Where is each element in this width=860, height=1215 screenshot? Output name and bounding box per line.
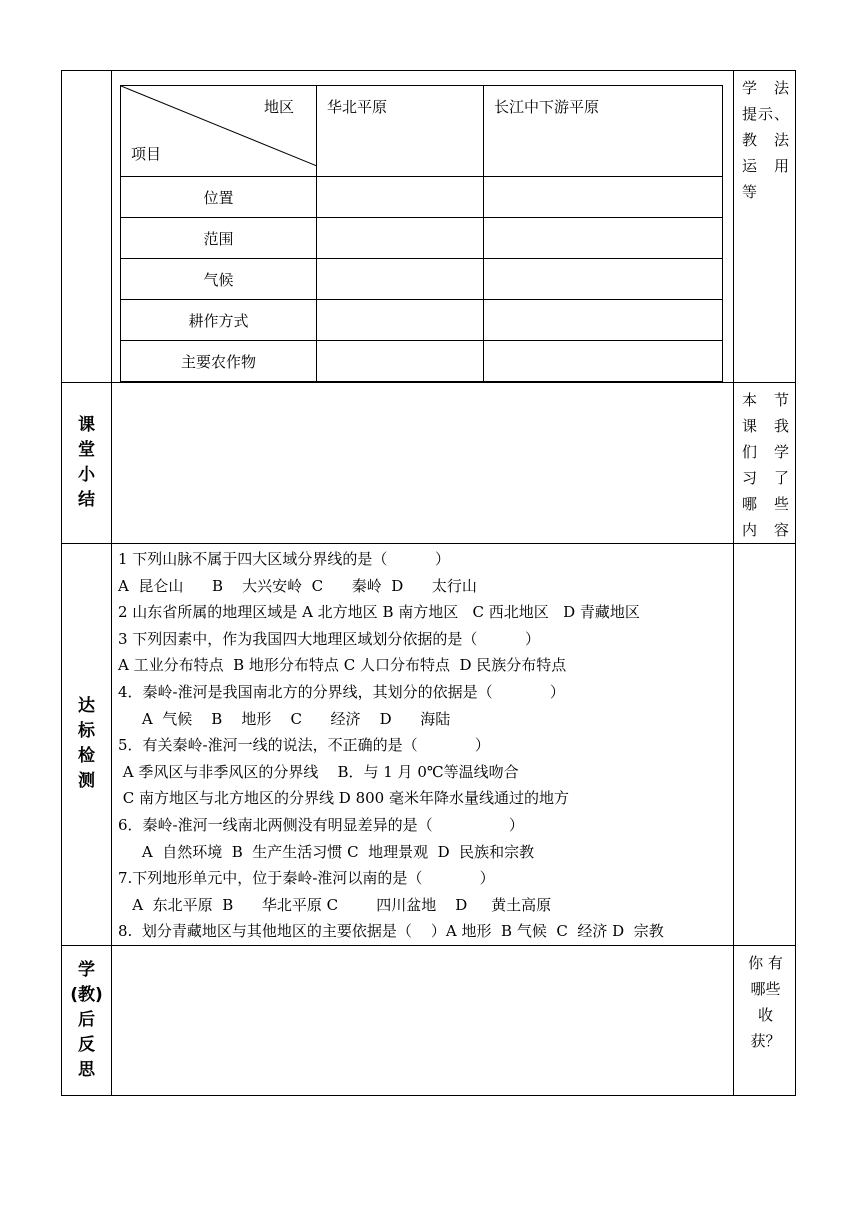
reflection-content-cell[interactable]	[112, 945, 734, 1095]
row-label: 范围	[121, 218, 317, 259]
method-hint-cell	[734, 71, 796, 383]
answer-cell[interactable]	[317, 341, 484, 382]
summary-row	[62, 383, 796, 544]
reflection-label: 学 (教) 后 反 思	[62, 945, 112, 1095]
comparison-row	[62, 71, 796, 383]
answer-cell[interactable]	[317, 177, 484, 218]
quiz-line: C 南方地区与北方地区的分界线 D 800 毫米年降水量线通过的地方	[118, 789, 569, 808]
answer-cell[interactable]	[317, 259, 484, 300]
header-item-label: 项目	[131, 145, 162, 163]
side-note-line: 教 法	[742, 131, 789, 149]
quiz-line: A 昆仑山 B 大兴安岭 C 秦岭 D 太行山	[118, 576, 477, 595]
answer-cell[interactable]	[484, 300, 723, 341]
row-label: 位置	[121, 177, 317, 218]
answer-cell[interactable]	[484, 218, 723, 259]
quiz-line: 1 下列山脉不属于四大区域分界线的是（ ）	[118, 550, 450, 568]
quiz-side-empty	[734, 544, 796, 946]
quiz-line: 4．秦岭-淮河是我国南北方的分界线，其划分的依据是（ ）	[118, 682, 565, 701]
reflection-row	[62, 945, 796, 1095]
answer-cell[interactable]	[484, 259, 723, 300]
column-header-north-china-plain: 华北平原	[317, 86, 484, 177]
quiz-row	[62, 544, 796, 946]
answer-cell[interactable]	[317, 218, 484, 259]
row-label: 气候	[121, 259, 317, 300]
table-row	[121, 300, 723, 341]
quiz-line: 7.下列地形单元中，位于秦岭-淮河以南的是（ ）	[118, 869, 495, 888]
quiz-line: 5．有关秦岭-淮河一线的说法，不正确的是（ ）	[118, 736, 490, 755]
side-note-line: 等	[742, 183, 758, 201]
plain-comparison-table	[120, 85, 723, 382]
quiz-line: 6．秦岭-淮河一线南北两侧没有明显差异的是（ ）	[118, 815, 524, 834]
quiz-line: A 气候 B 地形 C 经济 D 海陆	[118, 709, 451, 728]
empty-label-cell	[62, 71, 112, 383]
header-region-label: 地区	[263, 98, 294, 116]
quiz-line: 8. 划分青藏地区与其他地区的主要依据是（ ）A 地形 B 气候 C 经济 D 宗教	[118, 922, 664, 941]
quiz-line: 3 下列因素中，作为我国四大地理区域划分依据的是（ ）	[118, 629, 540, 648]
quiz-line: A 东北平原 B 华北平原 C 四川盆地 D 黄土高原	[118, 895, 552, 914]
table-row	[121, 259, 723, 300]
side-note-line: 提示、	[742, 105, 789, 123]
quiz-line: A 自然环境 B 生产生活习惯 C 地理景观 D 民族和宗教	[118, 842, 535, 861]
quiz-line: A 工业分布特点 B 地形分布特点 C 人口分布特点 D 民族分布特点	[118, 656, 567, 675]
table-row	[121, 177, 723, 218]
quiz-line: A 季风区与非季风区的分界线 B．与 1 月 0℃等温线吻合	[118, 762, 519, 781]
answer-cell[interactable]	[484, 177, 723, 218]
row-label: 耕作方式	[121, 300, 317, 341]
answer-cell[interactable]	[317, 300, 484, 341]
quiz-content	[112, 544, 734, 946]
quiz-line: 2 山东省所属的地理区域是 A 北方地区 B 南方地区 C 西北地区 D 青藏地区	[118, 603, 640, 622]
header-row	[121, 86, 723, 177]
summary-label: 课 堂 小 结	[62, 383, 112, 544]
diagonal-header-cell	[121, 86, 317, 177]
column-header-yangtze-plain: 长江中下游平原	[484, 86, 723, 177]
table-row	[121, 341, 723, 382]
summary-side-note: 本 节 课 我 们 学 习 了 哪 些 内容	[734, 383, 796, 544]
answer-cell[interactable]	[484, 341, 723, 382]
summary-content-cell[interactable]	[112, 383, 734, 544]
quiz-label: 达 标 检 测	[62, 544, 112, 946]
side-note-line: 学 法	[742, 79, 789, 97]
lesson-plan-table	[61, 70, 796, 1096]
row-label: 主要农作物	[121, 341, 317, 382]
comparison-cell	[112, 71, 734, 383]
table-row	[121, 218, 723, 259]
reflection-side-note: 你 有 哪些 收 获？	[734, 945, 796, 1095]
side-note-line: 运 用	[742, 157, 789, 175]
